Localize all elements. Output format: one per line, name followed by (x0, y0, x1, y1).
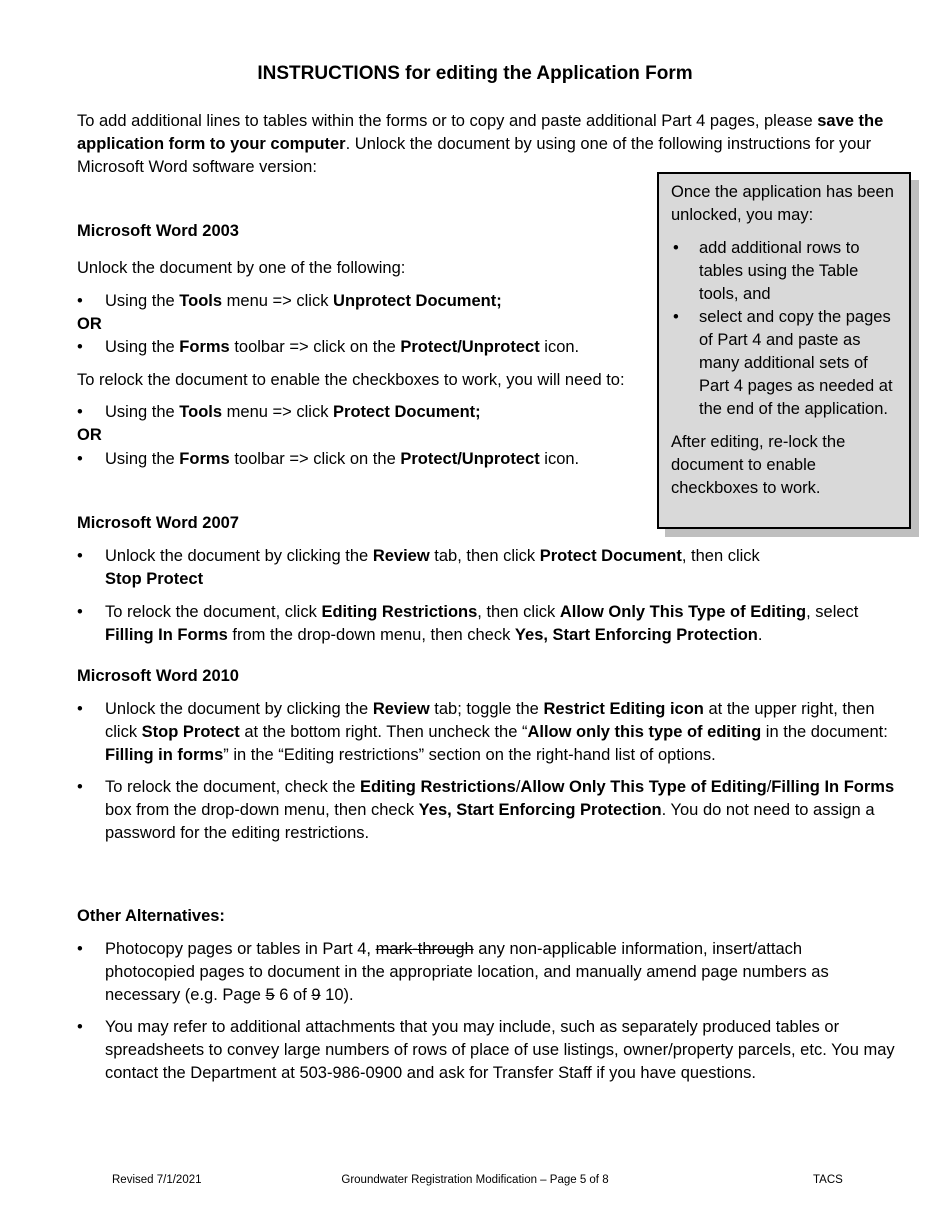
list-item: • Using the Tools menu => click Unprotect Document; (77, 290, 650, 313)
footer-revised: Revised 7/1/2021 (112, 1174, 202, 1186)
section-heading-word-2007: Microsoft Word 2007 (77, 514, 239, 532)
section-heading-word-2010: Microsoft Word 2010 (77, 667, 239, 685)
intro-paragraph: To add additional lines to tables within the forms or to copy and paste additional Part 4 pages, please save the application form to your computer. Unlock the document by using one of the following instructions for your Microsoft Word software version: (77, 112, 884, 176)
list-item: • To relock the document, click Editing Restrictions, then click Allow Only This Type of Editing, select Filling In Forms from the drop-down menu, then check Yes, Start Enforcing Protection. (77, 601, 895, 647)
list-item: • Using the Tools menu => click Protect Document; (77, 401, 650, 424)
page-title: INSTRUCTIONS for editing the Application Form (257, 63, 693, 84)
or-label: OR (77, 315, 102, 333)
sidebox-lead: Once the application has been unlocked, you may: (671, 183, 894, 224)
list-item: • Unlock the document by clicking the Review tab, then click Protect Document, then click Stop Protect (77, 545, 795, 591)
list-item: • To relock the document, check the Editing Restrictions/Allow Only This Type of Editing/Filling In Forms box from the drop-down menu, then check Yes, Start Enforcing Protection. You do not need to assign a password for the editing restrictions. (77, 776, 898, 845)
sidebox-list (671, 237, 897, 421)
list-item: • Photocopy pages or tables in Part 4, mark-through any non-applicable information, insert/attach photocopied pages to document in the appropriate location, and manually amend page numbers as necessary (e.g. Page 5 6 of 9 10). (77, 938, 875, 1007)
unlock-lead-text: Unlock the document by one of the following: (77, 259, 406, 277)
sidebox-item: • select and copy the pages of Part 4 and paste as many additional sets of Part 4 pages as needed at the end of the application. (671, 306, 897, 421)
sidebox-tail: After editing, re-lock the document to enable checkboxes to work. (671, 433, 846, 497)
list-item: • You may refer to additional attachments that you may include, such as separately produced tables or spreadsheets to convey large numbers of rows of place of use listings, owner/property parcels, etc. You may contact the Department at 503-986-0900 and ask for Transfer Staff if you have questions. (77, 1016, 898, 1085)
list-item: • Unlock the document by clicking the Review tab; toggle the Restrict Editing icon at the upper right, then click Stop Protect at the bottom right. Then uncheck the “Allow only this type of editing in the document: Filling in forms” in the “Editing restrictions” section on the right-hand list of options. (77, 698, 898, 767)
list-item: • Using the Forms toolbar => click on the Protect/Unprotect icon. (77, 448, 650, 471)
relock-lead-text: To relock the document to enable the checkboxes to work, you will need to: (77, 371, 625, 389)
sidebox-item: • add additional rows to tables using the Table tools, and (671, 237, 897, 306)
footer-code: TACS (813, 1174, 843, 1186)
footer-page-number: Groundwater Registration Modification – Page 5 of 8 (341, 1174, 609, 1186)
section-heading-word-2003: Microsoft Word 2003 (77, 222, 239, 240)
or-label: OR (77, 426, 102, 444)
unlocked-info-box (657, 172, 911, 529)
section-heading-other-alternatives: Other Alternatives: (77, 907, 225, 925)
list-item: • Using the Forms toolbar => click on the Protect/Unprotect icon. (77, 336, 650, 359)
